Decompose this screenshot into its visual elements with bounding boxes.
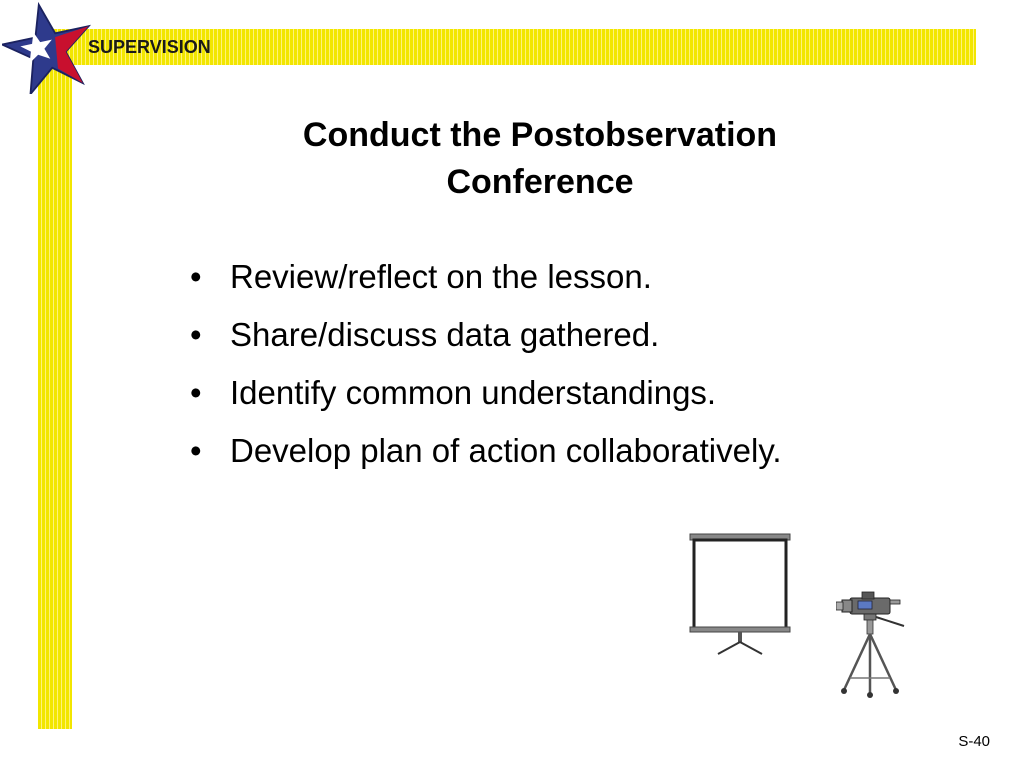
side-stripe (38, 29, 72, 729)
bullet-dot: • (190, 316, 202, 353)
bullet-item (190, 306, 782, 364)
star-logo-icon (2, 2, 94, 94)
bullet-item (190, 248, 782, 306)
bullet-text: Share/discuss data gathered. (230, 316, 660, 353)
bullet-text: Identify common understandings. (230, 374, 717, 411)
bullet-text: Develop plan of action collaboratively. (230, 432, 782, 469)
bullet-item (190, 422, 782, 480)
slide-title-line-1: Conduct the Postobservation (302, 116, 778, 154)
slide-title-line-2: Conference (446, 163, 634, 201)
bullet-dot: • (190, 432, 202, 469)
page-number: S-40 (958, 733, 990, 750)
bullet-text: Review/reflect on the lesson. (230, 258, 652, 295)
bullet-item (190, 364, 782, 422)
section-label: SUPERVISION (88, 37, 211, 57)
video-camera-tripod-icon (836, 590, 912, 700)
bullet-dot: • (190, 374, 202, 411)
projection-screen-icon (688, 530, 794, 658)
slide-title (200, 112, 880, 206)
bullet-list (190, 248, 782, 480)
bullet-dot: • (190, 258, 202, 295)
